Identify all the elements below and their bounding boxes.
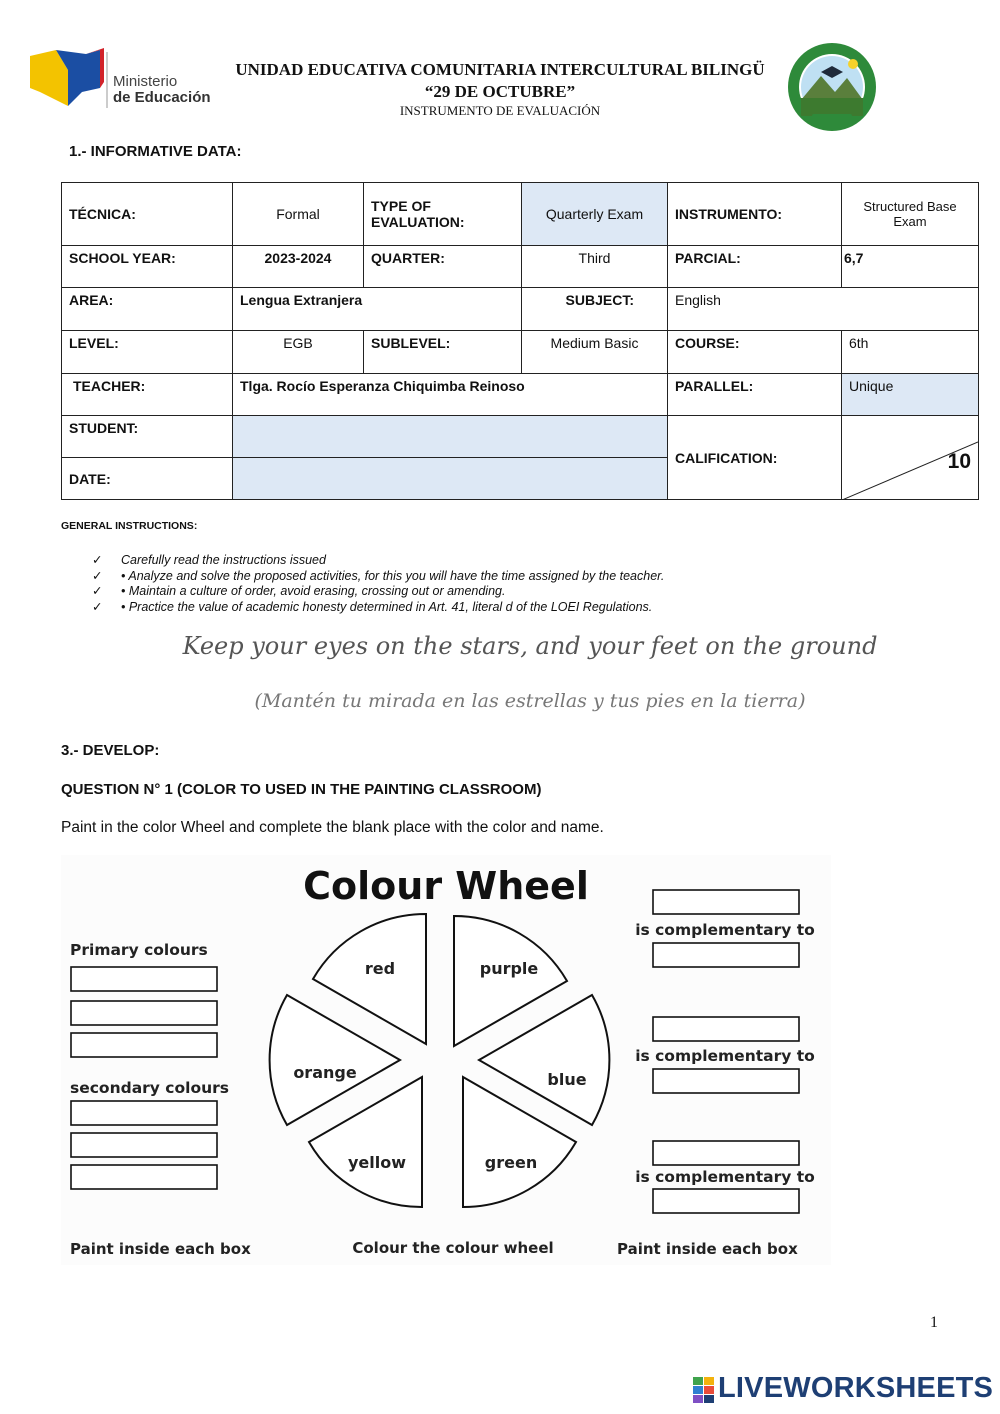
ministry-line-2: de Educación <box>113 89 211 106</box>
complementary-box[interactable] <box>653 1069 799 1093</box>
complementary-box[interactable] <box>653 890 799 914</box>
ministry-line-1: Ministerio <box>113 73 178 90</box>
subject-label: SUBJECT: <box>522 288 668 331</box>
student-input[interactable] <box>233 416 668 458</box>
motivational-quote-translation: (Mantén tu mirada en las estrellas y tus pies en la tierra) <box>254 690 806 712</box>
table-row <box>62 288 979 331</box>
secondary-colour-box[interactable] <box>71 1165 217 1189</box>
primary-colour-box[interactable] <box>71 1001 217 1025</box>
complementary-box[interactable] <box>653 1017 799 1041</box>
instructions-list <box>92 553 664 615</box>
teacher-label: TEACHER: <box>62 374 233 416</box>
list-item: ✓ Carefully read the instructions issued <box>92 553 326 567</box>
liveworksheets-icon <box>693 1377 715 1403</box>
student-label: STUDENT: <box>62 416 233 458</box>
parcial-label: PARCIAL: <box>668 246 842 288</box>
complementary-box[interactable] <box>653 1141 799 1165</box>
question-title: QUESTION N° 1 (COLOR TO USED IN THE PAINTING CLASSROOM) <box>61 781 542 798</box>
tecnica-label: TÉCNICA: <box>62 183 233 246</box>
wheel-label-purple: purple <box>479 959 539 978</box>
subject-value: English <box>668 288 979 331</box>
informative-data-title: 1.- INFORMATIVE DATA: <box>69 143 242 160</box>
list-item: ✓ • Practice the value of academic honesty determined in Art. 41, literal d of the LOEI Regulations. <box>92 599 653 614</box>
secondary-colour-box[interactable] <box>71 1133 217 1157</box>
complementary-text: is complementary to <box>635 1168 815 1186</box>
table-row <box>62 246 979 288</box>
primary-colour-box[interactable] <box>71 1033 217 1057</box>
check-icon: ✓ <box>92 568 103 583</box>
wheel-label-blue: blue <box>547 1070 587 1089</box>
motivational-quote: Keep your eyes on the stars, and your feet on the ground <box>182 632 878 660</box>
primary-colours-label: Primary colours <box>70 941 208 959</box>
informative-data-table <box>61 182 979 500</box>
secondary-colour-box[interactable] <box>71 1101 217 1125</box>
school-name: UNIDAD EDUCATIVA COMUNITARIA INTERCULTURAL BILINGÜ <box>235 60 765 79</box>
table-row <box>62 331 979 374</box>
question-instruction: Paint in the color Wheel and complete the blank place with the color and name. <box>61 819 604 836</box>
page-number: 1 <box>930 1314 938 1331</box>
complementary-box[interactable] <box>653 1189 799 1213</box>
complementary-text: is complementary to <box>635 921 815 939</box>
school-year-label: SCHOOL YEAR: <box>62 246 233 288</box>
list-item: ✓ • Maintain a culture of order, avoid erasing, crossing out or amending. <box>92 584 506 598</box>
instrument-heading: INSTRUMENTO DE EVALUACIÓN <box>399 103 601 118</box>
course-value: 6th <box>842 331 979 374</box>
ministry-text <box>113 74 211 106</box>
wheel-label-yellow: yellow <box>347 1153 407 1172</box>
primary-colour-box[interactable] <box>71 967 217 991</box>
calification-box[interactable] <box>842 416 979 500</box>
calification-label: CALIFICATION: <box>668 416 842 500</box>
liveworksheets-brand: LIVEWORKSHEETS <box>718 1372 994 1404</box>
check-icon: ✓ <box>92 584 103 598</box>
check-icon: ✓ <box>92 553 103 567</box>
complementary-box[interactable] <box>653 943 799 967</box>
tecnica-value: Formal <box>233 183 364 246</box>
table-row <box>62 183 979 246</box>
date-input[interactable] <box>233 458 668 500</box>
bottom-center-caption: Colour the colour wheel <box>352 1239 554 1257</box>
bottom-right-caption: Paint inside each box <box>617 1240 798 1258</box>
teacher-value: Tlga. Rocío Esperanza Chiquimba Reinoso <box>233 374 668 416</box>
parallel-label: PARALLEL: <box>668 374 842 416</box>
school-motto: “29 DE OCTUBRE” <box>424 82 576 101</box>
sublevel-label: SUBLEVEL: <box>364 331 522 374</box>
wheel-label-green: green <box>484 1153 538 1172</box>
general-instructions-title: GENERAL INSTRUCTIONS: <box>61 520 198 532</box>
quarter-label: QUARTER: <box>364 246 522 288</box>
list-item: ✓ • Analyze and solve the proposed activities, for this you will have the time assigned by the teacher. <box>92 568 665 583</box>
level-value: EGB <box>233 331 364 374</box>
quarter-value: Third <box>522 246 668 288</box>
area-value: Lengua Extranjera <box>233 288 522 331</box>
instrumento-label: INSTRUMENTO: <box>668 183 842 246</box>
calification-total: 10 <box>947 450 971 473</box>
course-label: COURSE: <box>668 331 842 374</box>
school-seal-logo <box>785 40 879 134</box>
secondary-colours-label: secondary colours <box>70 1079 230 1097</box>
colour-wheel-title: Colour Wheel <box>303 864 589 908</box>
table-row <box>62 374 979 416</box>
parallel-value: Unique <box>842 374 979 416</box>
sublevel-value: Medium Basic <box>522 331 668 374</box>
develop-title: 3.- DEVELOP: <box>61 742 160 759</box>
complementary-text: is complementary to <box>635 1047 815 1065</box>
table-row <box>62 416 979 458</box>
evaluation-type-value: Quarterly Exam <box>522 183 668 246</box>
wheel-label-orange: orange <box>293 1063 357 1082</box>
school-year-value: 2023-2024 <box>233 246 364 288</box>
check-icon: ✓ <box>92 599 103 614</box>
evaluation-type-label: TYPE OF EVALUATION: <box>364 183 522 246</box>
colour-wheel-activity <box>61 855 831 1265</box>
instrumento-value: Structured Base Exam <box>842 183 979 246</box>
parcial-value: 6,7 <box>842 246 979 288</box>
date-label: DATE: <box>62 458 233 500</box>
bottom-left-caption: Paint inside each box <box>70 1240 251 1258</box>
wheel-label-red: red <box>364 959 396 978</box>
area-label: AREA: <box>62 288 233 331</box>
level-label: LEVEL: <box>62 331 233 374</box>
